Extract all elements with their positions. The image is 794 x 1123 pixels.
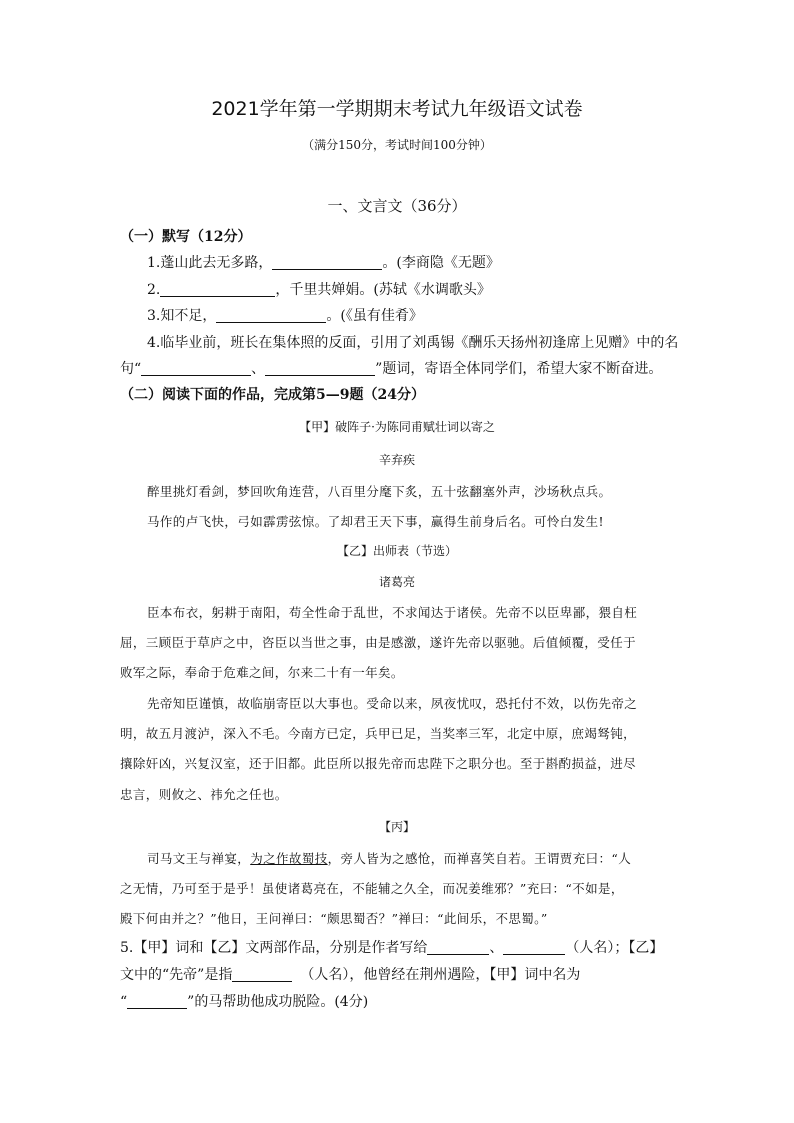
bing-line-2: 之无情，乃可至于是乎！虽使诸葛亮在，不能辅之久全，而况姜维邪？”充曰：“不如是，: [120, 881, 624, 896]
question-1: [147, 252, 500, 272]
question-5-line2: [120, 964, 580, 984]
q4-blank-2[interactable]: [265, 361, 375, 376]
section-title: 一、文言文（36分）: [327, 197, 467, 215]
q1-text-b: 。(李商隐《无题》: [382, 255, 500, 271]
question-5-line3: [120, 991, 368, 1011]
q5-blank-1[interactable]: [427, 940, 489, 955]
q3-blank[interactable]: [216, 308, 326, 323]
q5-text-f: ”的马帮助他成功脱险。(4分): [187, 994, 369, 1010]
q2-text-a: 2.: [147, 282, 161, 298]
yi-p2-line-2: 明，故五月渡泸，深入不毛。今南方已定，兵甲已足，当奖率三军，北定中原，庶竭驽钝，: [120, 726, 637, 741]
q5-blank-4[interactable]: [127, 994, 187, 1009]
q4-text-a: 句“: [120, 361, 142, 377]
question-5-line1: [120, 937, 663, 957]
jia-title: 【甲】破阵子·为陈同甫赋壮词以寄之: [299, 420, 495, 434]
q5-text-c: 文中的“先帝”是指: [120, 967, 233, 983]
yi-p1-line-3: 败军之际，奉命于危难之间，尔来二十有一年矣。: [120, 665, 404, 680]
jia-line-2: 马作的卢飞快，弓如霹雳弦惊。了却君王天下事，赢得生前身后名。可怜白发生!: [147, 514, 604, 529]
question-4-line2: [120, 358, 662, 378]
question-4-line1: 4.临毕业前，班长在集体照的反面，引用了刘禹锡《酬乐天扬州初逢席上见赠》中的名: [147, 335, 679, 351]
yi-p1-line-2: 屈，三顾臣于草庐之中，咨臣以当世之事，由是感激，遂许先帝以驱驰。后值倾覆，受任于: [120, 635, 637, 650]
q5-separator: 、: [489, 940, 504, 956]
part2-heading: （二）阅读下面的作品，完成第5—9题（24分）: [120, 387, 425, 403]
q3-text-a: 3.知不足，: [147, 308, 217, 324]
q2-blank[interactable]: [160, 282, 275, 297]
exam-title: 2021学年第一学期期末考试九年级语文试卷: [211, 98, 583, 120]
bing-line-1-b: ，旁人皆为之感怆，而禅喜笑自若。王谓贾充曰：“人: [327, 851, 632, 866]
q5-text-e: “: [120, 994, 128, 1010]
exam-subtitle: （满分150分，考试时间100分钟）: [302, 138, 492, 152]
yi-p2-line-4: 忠言，则攸之、祎允之任也。: [120, 787, 288, 802]
jia-author: 辛弃疾: [378, 453, 415, 467]
bing-title: 【丙】: [378, 820, 415, 834]
q2-text-b: ，千里共婵娟。(苏轼《水调歌头》: [275, 282, 491, 298]
q1-blank[interactable]: [272, 255, 382, 270]
q5-blank-2[interactable]: [503, 940, 565, 955]
q4-text-b: ”题词，寄语全体同学们，希望大家不断奋进。: [375, 361, 663, 377]
question-2: [147, 279, 491, 299]
q4-separator: 、: [251, 361, 266, 377]
yi-title: 【乙】出师表（节选）: [336, 544, 457, 558]
yi-p2-line-1: 先帝知臣谨慎，故临崩寄臣以大事也。受命以来，夙夜忧叹，恐托付不效，以伤先帝之: [147, 696, 638, 711]
bing-underlined-phrase: 为之作故蜀技: [250, 851, 328, 866]
yi-author: 诸葛亮: [378, 575, 415, 589]
q5-text-d: （人名），他曾经在荆州遇险，【甲】词中名为: [300, 967, 581, 983]
bing-line-1: [147, 849, 631, 867]
question-3: [147, 305, 423, 325]
q4-blank-1[interactable]: [141, 361, 251, 376]
part1-heading: （一）默写（12分）: [120, 229, 252, 245]
q5-blank-3[interactable]: [232, 967, 292, 982]
bing-line-3: 殿下何由并之？”他日，王问禅曰：“颇思蜀否？”禅曰：“此间乐，不思蜀。”: [120, 911, 548, 926]
bing-line-1-a: 司马文王与禅宴，: [147, 851, 251, 866]
q5-text-a: 5.【甲】词和【乙】文两部作品，分别是作者写给: [120, 940, 428, 956]
q5-text-b: （人名）；【乙】: [565, 940, 664, 956]
yi-p1-line-1: 臣本布衣，躬耕于南阳，苟全性命于乱世，不求闻达于诸侯。先帝不以臣卑鄙，猥自枉: [147, 605, 638, 620]
q3-text-b: 。(《虽有佳肴》: [326, 308, 423, 324]
jia-line-1: 醉里挑灯看剑，梦回吹角连营，八百里分麾下炙，五十弦翻塞外声，沙场秋点兵。: [147, 484, 612, 499]
yi-p2-line-3: 攘除奸凶，兴复汉室，还于旧都。此臣所以报先帝而忠陛下之职分也。至于斟酌损益，进尽: [120, 756, 637, 771]
q1-text-a: 1.蓬山此去无多路，: [147, 255, 273, 271]
